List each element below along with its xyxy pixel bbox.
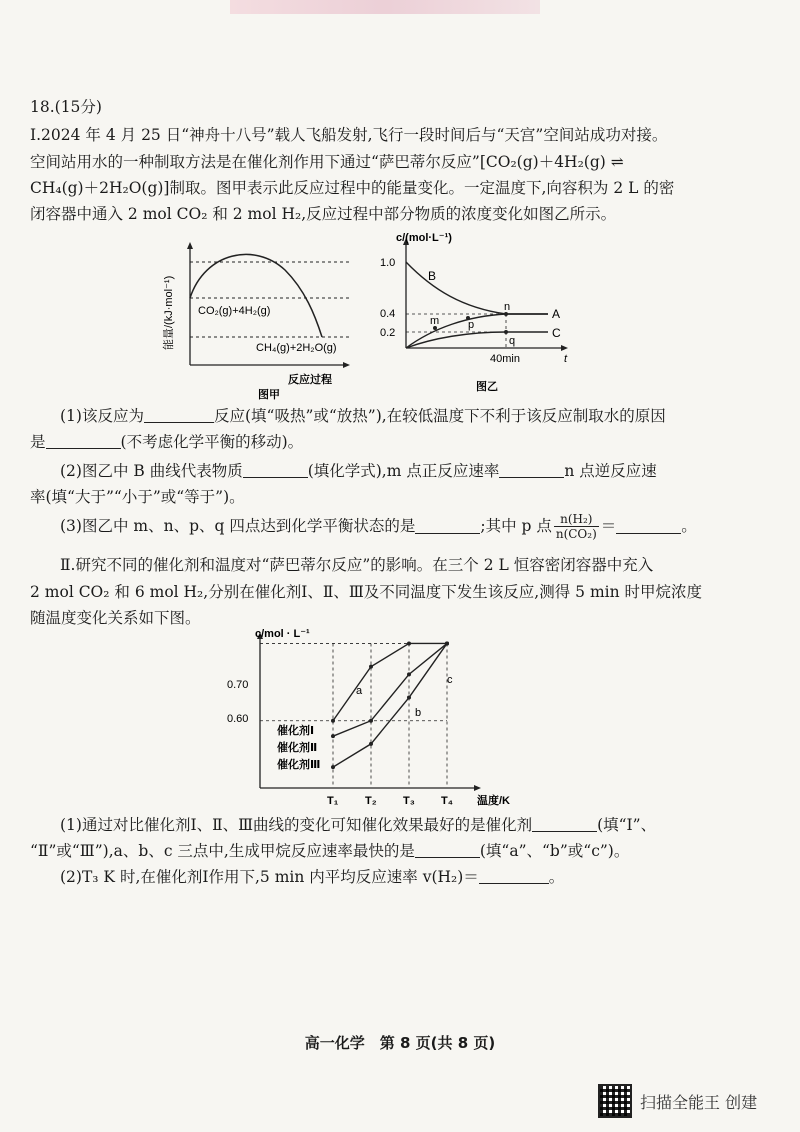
intro-line: 空间站用水的一种制取方法是在催化剂作用下通过“萨巴蒂尔反应”[CO₂(g)＋4H₂(g) ⇌ — [30, 153, 624, 171]
x-axis-arrow — [561, 345, 568, 351]
legend-catalyst-2: 催化剂Ⅱ — [277, 742, 318, 754]
x-tick-label: T₄ — [441, 795, 453, 807]
x-axis-label: t — [564, 353, 568, 365]
question-number: 18.(15分) — [30, 98, 102, 116]
qr-code-icon — [598, 1084, 632, 1118]
series-point — [369, 665, 373, 669]
x-axis-arrow — [474, 785, 481, 791]
curve-label-B: B — [428, 269, 437, 283]
energy-diagram-jia — [160, 240, 360, 400]
y-tick-label: 0.70 — [227, 679, 249, 691]
scanner-watermark — [598, 1083, 788, 1119]
x-axis-arrow — [343, 362, 350, 368]
concentration-chart-yi — [378, 228, 578, 398]
part2-intro: 2 mol CO₂ 和 6 mol H₂,分别在催化剂Ⅰ、Ⅱ、Ⅲ及不同温度下发生该反应,测得 5 min 时甲烷浓度 — [30, 583, 703, 601]
y-tick-label: 0.60 — [227, 713, 249, 725]
series-point — [407, 641, 411, 645]
part2-question-1-cont: “Ⅱ”或“Ⅲ”),a、b、c 三点中,生成甲烷反应速率最快的是 (填“a”、“b”或“c”)。 — [30, 842, 630, 860]
x-tick-label: T₃ — [403, 795, 415, 807]
series-point — [407, 672, 411, 676]
answer-blank[interactable] — [144, 408, 214, 423]
series-point — [369, 742, 373, 746]
figure-caption: 图甲 — [258, 389, 280, 400]
point-label-p: p — [468, 319, 475, 331]
x-tick-label: 40min — [490, 353, 520, 365]
series-line-3 — [333, 643, 447, 767]
curve-label-A: A — [552, 307, 561, 321]
y-tick-label: 0.4 — [380, 308, 396, 320]
figure-caption: 图乙 — [476, 381, 498, 393]
intro-line: Ⅰ.2024 年 4 月 25 日“神舟十八号”载人飞船发射,飞行一段时间后与“天宫”空间站成功对接。 — [30, 126, 668, 144]
series-line-1 — [333, 643, 447, 720]
answer-blank[interactable] — [499, 463, 564, 478]
point-label-b: b — [415, 707, 422, 719]
catalyst-chart — [225, 620, 525, 810]
series-lines — [333, 643, 447, 767]
y-tick-label: 0.2 — [380, 327, 396, 339]
energy-curve — [190, 254, 322, 337]
top-edge-stripe — [230, 0, 540, 14]
question-1: (1)该反应为 反应(填“吸热”或“放热”),在较低温度下不利于该反应制取水的原因 — [60, 407, 666, 425]
products-label: CH₄(g)+2H₂O(g) — [256, 342, 337, 354]
part2-intro: Ⅱ.研究不同的催化剂和温度对“萨巴蒂尔反应”的影响。在三个 2 L 恒容密闭容器中充入 — [60, 556, 654, 574]
y-tick-label: 1.0 — [380, 257, 396, 269]
y-axis-arrow — [187, 242, 193, 249]
series-point — [407, 696, 411, 700]
question-1-cont: 是 (不考虑化学平衡的移动)。 — [30, 433, 304, 451]
legend-catalyst-3: 催化剂Ⅲ — [277, 759, 321, 771]
curve-A — [406, 314, 548, 348]
answer-blank[interactable] — [415, 843, 480, 858]
intro-line: 闭容器中通入 2 mol CO₂ 和 2 mol H₂,反应过程中部分物质的浓度变化如图乙所示。 — [30, 205, 617, 223]
answer-blank[interactable] — [46, 434, 121, 449]
answer-blank[interactable] — [479, 869, 549, 884]
point-label-a: a — [356, 685, 363, 697]
question-3: (3)图乙中 m、n、p、q 四点达到化学平衡状态的是 ;其中 p 点 $\frac{\text{n(H₂)}}{\text{n(CO₂)}}$ ＝ 。 — [60, 511, 697, 541]
point-label-n: n — [504, 301, 511, 313]
intro-line: CH₄(g)＋2H₂O(g)]制取。图甲表示此反应过程中的能量变化。一定温度下,向容积为 2 L 的密 — [30, 179, 675, 197]
x-axis-label: 反应过程 — [288, 374, 332, 386]
question-2-cont: 率(填“大于”“小于”或“等于”)。 — [30, 488, 245, 506]
watermark-text: 扫描全能王 创建 — [640, 1092, 758, 1112]
ratio-fraction: $\frac{\text{n(H₂)}}{\text{n(CO₂)}}$ — [555, 511, 597, 541]
point-label-c: c — [447, 674, 453, 686]
point-label-q: q — [509, 335, 516, 347]
part2-question-2: (2)T₃ K 时,在催化剂Ⅰ作用下,5 min 内平均反应速率 v(H₂)＝ 。 — [60, 868, 565, 886]
x-ticks — [327, 795, 453, 807]
part2-intro: 随温度变化关系如下图。 — [30, 609, 201, 627]
answer-blank[interactable] — [532, 817, 597, 832]
legend-catalyst-1: 催化剂Ⅰ — [277, 725, 315, 737]
reactants-label: CO₂(g)+4H₂(g) — [198, 305, 271, 317]
y-axis-label: c/mol · L⁻¹ — [255, 628, 310, 640]
series-point — [445, 641, 449, 645]
x-tick-label: T₂ — [365, 795, 377, 807]
y-axis-label: c/(mol·L⁻¹) — [396, 232, 452, 244]
page-footer: 高一化学 第 8 页(共 8 页) — [304, 1034, 496, 1052]
series-point — [369, 719, 373, 723]
series-points — [331, 641, 449, 769]
part2-question-1: (1)通过对比催化剂Ⅰ、Ⅱ、Ⅲ曲线的变化可知催化效果最好的是催化剂 (填“Ⅰ”、 — [60, 816, 657, 834]
point-label-m: m — [430, 315, 440, 327]
series-point — [331, 719, 335, 723]
answer-blank[interactable] — [243, 463, 308, 478]
y-axis-label: 能量/(kJ·mol⁻¹) — [163, 275, 175, 350]
series-line-2 — [333, 643, 447, 736]
answer-blank[interactable] — [415, 519, 480, 534]
curve-label-C: C — [552, 326, 561, 340]
series-point — [331, 765, 335, 769]
point-q — [504, 330, 508, 334]
question-2: (2)图乙中 B 曲线代表物质 (填化学式),m 点正反应速率 n 点逆反应速 — [60, 462, 657, 480]
answer-blank[interactable] — [616, 519, 681, 534]
x-axis-label: 温度/K — [477, 795, 510, 807]
series-point — [331, 734, 335, 738]
x-tick-label: T₁ — [327, 795, 339, 807]
